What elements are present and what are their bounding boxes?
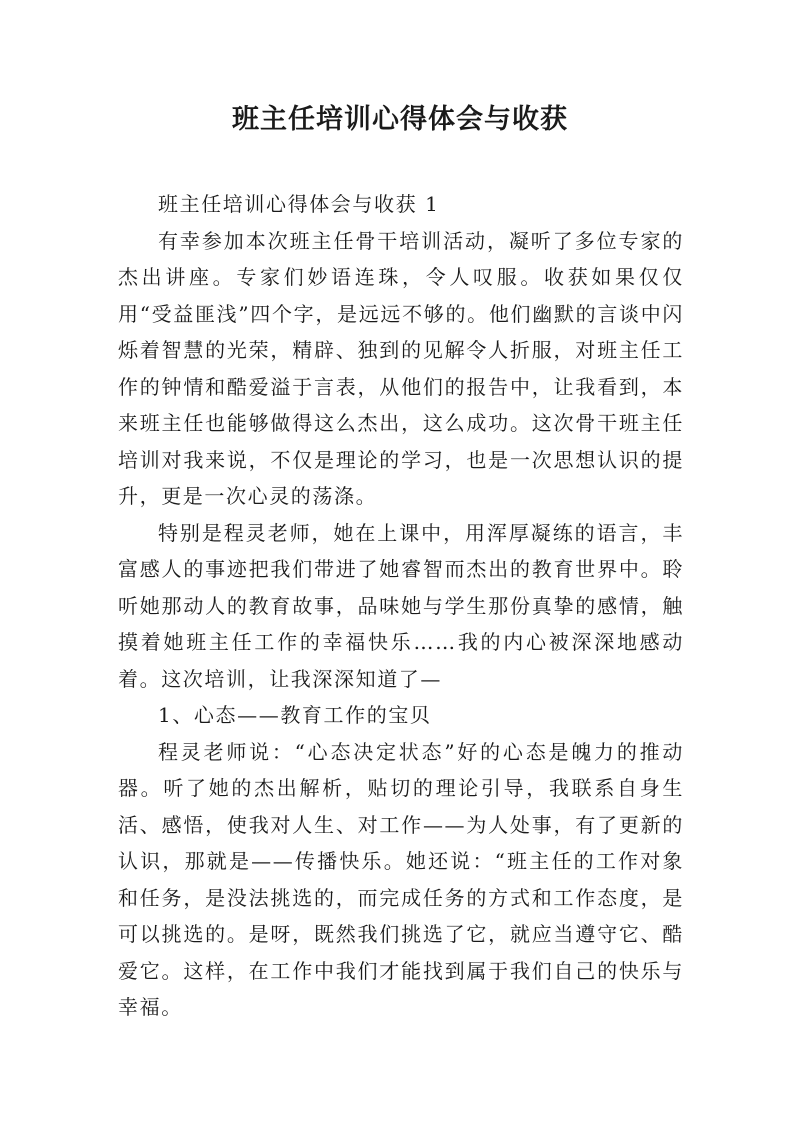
- paragraph: 特别是程灵老师，她在上课中，用浑厚凝练的语言，丰富感人的事迹把我们带进了她睿智而杰出的教育世界中。聆听她那动人的教育故事，品味她与学生那份真挚的感情，触摸着她班主任工作的幸福快乐……我的内心被深深地感动着。这次培训，让我深深知道了—: [118, 520, 684, 691]
- document-body: [118, 186, 684, 1026]
- paragraph: 程灵老师说：“心态决定状态”好的心态是魄力的推动器。听了她的杰出解析，贴切的理论引导，我联系自身生活、感悟，使我对人生、对工作——为人处事，有了更新的认识，那就是——传播快乐。她还说：“班主任的工作对象和任务，是没法挑选的，而完成任务的方式和工作态度，是可以挑选的。是呀，既然我们挑选了它，就应当遵守它、酷爱它。这样，在工作中我们才能找到属于我们自己的快乐与幸福。: [118, 739, 684, 1019]
- subheading: 1、心态——教育工作的宝贝: [158, 703, 432, 727]
- paragraph: 有幸参加本次班主任骨干培训活动，凝听了多位专家的杰出讲座。专家们妙语连珠，令人叹服。收获如果仅仅用“受益匪浅”四个字，是远远不够的。他们幽默的言谈中闪烁着智慧的光荣，精辟、独到的见解令人折服，对班主任工作的钟情和酷爱溢于言表，从他们的报告中，让我看到，本来班主任也能够做得这么杰出，这么成功。这次骨干班主任培训对我来说，不仅是理论的学习，也是一次思想认识的提升，更是一次心灵的荡涤。: [118, 228, 684, 508]
- document-title: 班主任培训心得体会与收获: [232, 104, 568, 135]
- section-heading: 班主任培训心得体会与收获 1: [158, 192, 440, 216]
